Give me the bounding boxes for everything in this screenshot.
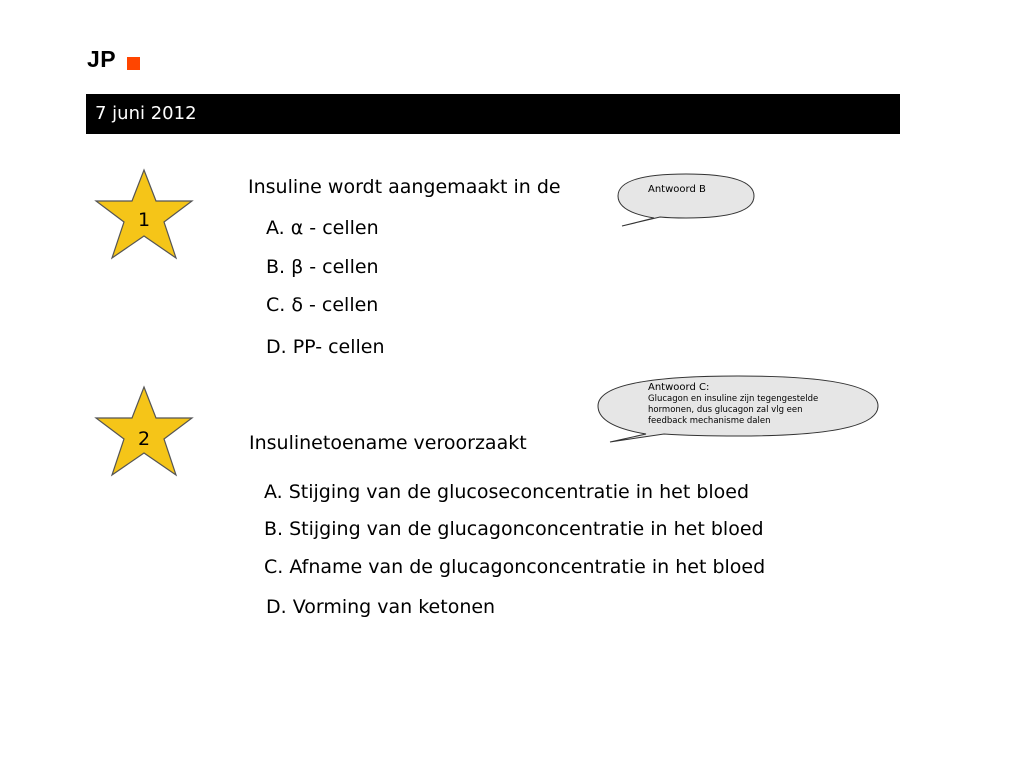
answer-option: C. Afname van de glucagonconcentratie in het bloed	[264, 556, 766, 578]
logo-text: JP	[87, 46, 117, 72]
question-text: Insulinetoename veroorzaakt	[249, 432, 527, 454]
bubble-title: Antwoord B	[648, 184, 706, 195]
question-text: Insuline wordt aangemaakt in de	[248, 176, 561, 198]
answer-bubble	[594, 368, 884, 450]
answer-bubble	[610, 168, 760, 232]
answer-option: C. δ - cellen	[266, 294, 379, 316]
bubble-line: Glucagon en insuline zijn tegengestelde	[648, 394, 819, 404]
answer-option: D. Vorming van ketonen	[266, 596, 496, 618]
speech-bubble-icon	[610, 168, 760, 232]
answer-option: D. PP- cellen	[266, 336, 385, 358]
bubble-line: feedback mechanisme dalen	[648, 416, 771, 426]
answer-option: B. Stijging van de glucagonconcentratie in het bloed	[264, 518, 764, 540]
answer-option: B. β - cellen	[266, 256, 379, 278]
date-text: 7 juni 2012	[95, 103, 197, 124]
answer-option: A. α - cellen	[266, 217, 379, 239]
bubble-title: Antwoord C:	[648, 382, 710, 393]
question-number: 1	[137, 209, 151, 231]
question-number: 2	[137, 428, 151, 450]
answer-option: A. Stijging van de glucoseconcentratie in het bloed	[264, 481, 750, 503]
bubble-line: hormonen, dus glucagon zal vlg een	[648, 405, 803, 415]
logo-accent-square	[127, 57, 140, 70]
date-bar	[86, 94, 900, 134]
